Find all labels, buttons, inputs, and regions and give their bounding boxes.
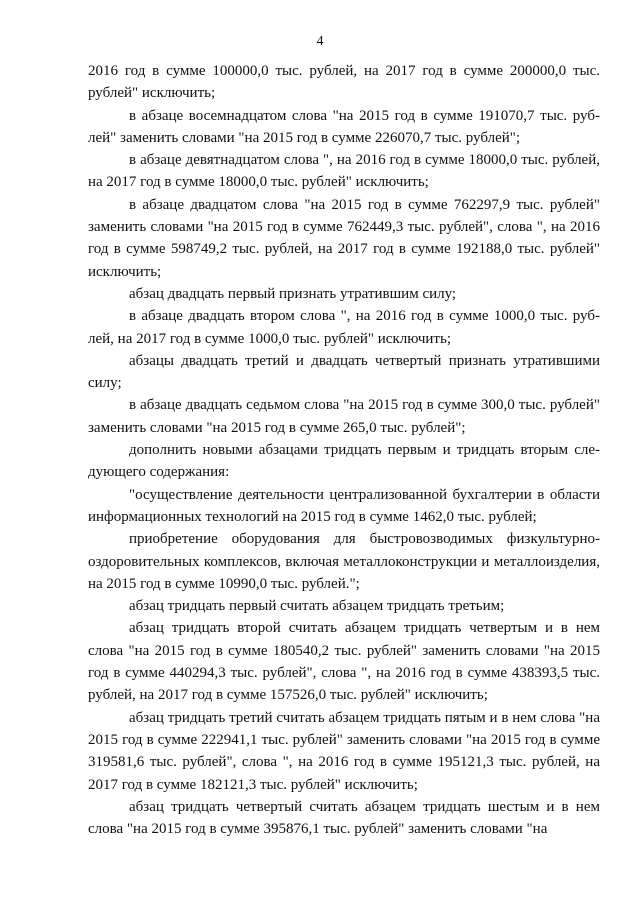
paragraph-21st-abzac: абзац двадцать первый признать утратившим силу; <box>129 285 457 302</box>
paragraph-20th-abzac: в абзаце двадцатом слова "на 2015 год в сумме 762297,9 тыс. рублей" заменить словами "на 2015 год в сумме 762449,3 тыс. рублей", слова ", на 2016 год в сумме 598749,2 тыс. рублей, на 2017 год в сумме 192188,0 тыс. рублей" исключить; <box>88 196 600 280</box>
paragraph-new-32nd: приобретение оборудования для быстровозводимых физкультурно-оздоровительных комплексов, включая металлоконструкции и металлоизделия, на 2015 год в сумме 10990,0 тыс. рублей."; <box>88 531 600 592</box>
document-body <box>88 60 600 840</box>
page-number: 4 <box>316 34 324 49</box>
paragraph-32nd-renumber: абзац тридцать второй считать абзацем тридцать четвертым и в нем слова "на 2015 год в сумме 180540,2 тыс. рублей" заменить словами "на 2015 год в сумме 440294,3 тыс. рублей", слова ", на 2016 год в сумме 438393,5 тыс. рублей, на 2017 год в сумме 157526,0 тыс. рублей" исключить; <box>88 620 600 704</box>
paragraph-22nd-abzac: в абзаце двадцать втором слова ", на 2016 год в сумме 1000,0 тыс. рублей, на 2017 год в сумме 1000,0 тыс. рублей" исключить; <box>88 308 600 347</box>
paragraph-continuation: 2016 год в сумме 100000,0 тыс. рублей, на 2017 год в сумме 200000,0 тыс. рублей" исключить; <box>88 63 600 102</box>
paragraph-27th-abzac: в абзаце двадцать седьмом слова "на 2015 год в сумме 300,0 тыс. рублей" заменить словами "на 2015 год в сумме 265,0 тыс. рублей"; <box>88 397 600 436</box>
paragraph-18th-abzac: в абзаце восемнадцатом слова "на 2015 год в сумме 191070,7 тыс. рублей" заменить словами "на 2015 год в сумме 226070,7 тыс. рублей"; <box>88 107 600 146</box>
paragraph-23rd-24th-abzac: абзацы двадцать третий и двадцать четвертый признать утратившими силу; <box>88 352 600 392</box>
paragraph-34th-renumber: абзац тридцать четвертый считать абзацем тридцать шестым и в нем слова "на 2015 год в сумме 395876,1 тыс. рублей" заменить словами "на <box>88 798 600 838</box>
paragraph-add-new: дополнить новыми абзацами тридцать первым и тридцать вторым следующего содержания: <box>88 442 600 481</box>
paragraph-31st-renumber: абзац тридцать первый считать абзацем тридцать третьим; <box>129 598 505 615</box>
paragraph-19th-abzac: в абзаце девятнадцатом слова ", на 2016 год в сумме 18000,0 тыс. рублей, на 2017 год в сумме 18000,0 тыс. рублей" исключить; <box>88 152 600 191</box>
paragraph-new-31st: "осуществление деятельности централизованной бухгалтерии в области информационных технологий на 2015 год в сумме 1462,0 тыс. рублей; <box>88 486 600 525</box>
paragraph-33rd-renumber: абзац тридцать третий считать абзацем тридцать пятым и в нем слова "на 2015 год в сумме 222941,1 тыс. рублей" заменить словами "на 2015 год в сумме 319581,6 тыс. рублей", слова ", на 2016 год в сумме 195121,3 тыс. рублей, на 2017 год в сумме 182121,3 тыс. рублей" исключить; <box>88 709 600 793</box>
